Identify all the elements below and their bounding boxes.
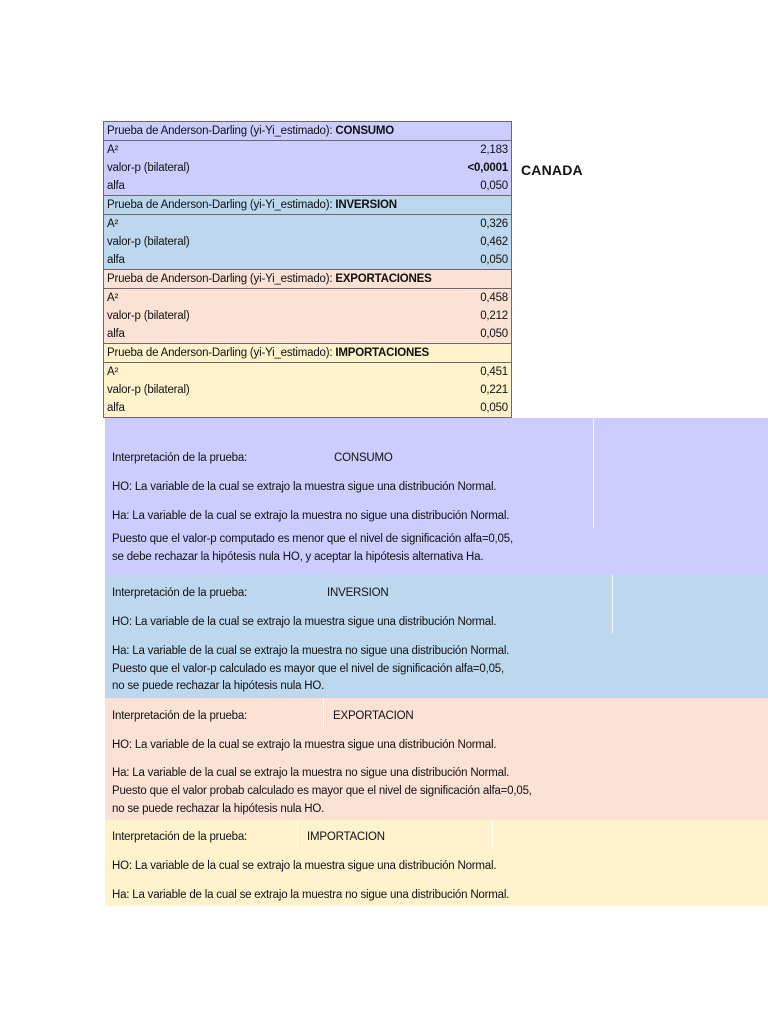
cell-divider [593, 418, 594, 528]
test-title [104, 122, 511, 141]
stat-value: 0,462 [480, 236, 508, 248]
stat-value: 0,451 [480, 366, 508, 378]
test-title-prefix: Prueba de Anderson-Darling (yi-Yi_estimado): [107, 347, 336, 359]
test-block-importaciones [103, 344, 512, 418]
test-title [104, 270, 511, 289]
stat-value: 0,221 [480, 384, 508, 396]
stat-row-a2 [104, 141, 511, 159]
conclusion-line-1: Puesto que el valor-p computado es menor que el nivel de significación alfa=0,05, [112, 533, 513, 545]
cell-divider [612, 575, 613, 633]
stat-label: alfa [107, 328, 125, 340]
stat-row-alfa [104, 399, 511, 417]
stat-row-alfa [104, 251, 511, 269]
stat-row-a2 [104, 363, 511, 381]
anderson-darling-results-table [103, 121, 512, 418]
stat-label: alfa [107, 180, 125, 192]
cell-divider [297, 820, 298, 850]
stat-row-a2 [104, 215, 511, 233]
stat-row-pvalue [104, 381, 511, 399]
stat-label: valor-p (bilateral) [107, 236, 190, 248]
interpretation-heading: Interpretación de la prueba: [112, 710, 248, 722]
conclusion-line-1: Puesto que el valor probab calculado es mayor que el nivel de significación alfa=0,05, [112, 785, 532, 797]
stat-label: A² [107, 218, 119, 230]
stat-value: 0,326 [480, 218, 508, 230]
test-block-exportaciones [103, 270, 512, 344]
stat-label: valor-p (bilateral) [107, 384, 190, 396]
stat-row-pvalue [104, 159, 511, 177]
alternative-hypothesis: Ha: La variable de la cual se extrajo la muestra no sigue una distribución Normal. [112, 645, 510, 657]
stat-value: 0,212 [480, 310, 508, 322]
null-hypothesis: HO: La variable de la cual se extrajo la muestra sigue una distribución Normal. [112, 739, 497, 751]
test-variable: EXPORTACIONES [335, 273, 432, 285]
conclusion-line-1: Puesto que el valor-p calculado es mayor que el nivel de significación alfa=0,05, [112, 663, 504, 675]
conclusion-line-2: no se puede rechazar la hipótesis nula HO. [112, 803, 325, 815]
stat-row-pvalue [104, 233, 511, 251]
alternative-hypothesis: Ha: La variable de la cual se extrajo la muestra no sigue una distribución Normal. [112, 510, 510, 522]
test-title-prefix: Prueba de Anderson-Darling (yi-Yi_estimado): [107, 273, 336, 285]
stat-label: A² [107, 292, 119, 304]
interpretation-variable: INVERSION [327, 587, 389, 599]
interpretation-variable: CONSUMO [334, 452, 393, 464]
stat-value: <0,0001 [467, 162, 508, 174]
cell-divider [323, 698, 324, 728]
stat-label: valor-p (bilateral) [107, 310, 190, 322]
alternative-hypothesis: Ha: La variable de la cual se extrajo la muestra no sigue una distribución Normal. [112, 767, 510, 779]
test-title-prefix: Prueba de Anderson-Darling (yi-Yi_estimado): [107, 199, 336, 211]
test-title [104, 196, 511, 215]
stat-value: 0,050 [480, 402, 508, 414]
stat-value: 0,050 [480, 328, 508, 340]
stat-value: 0,050 [480, 254, 508, 266]
interpretation-heading: Interpretación de la prueba: [112, 452, 248, 464]
interpretation-heading: Interpretación de la prueba: [112, 587, 248, 599]
stat-label: A² [107, 366, 119, 378]
interpretation-consumo [105, 418, 768, 575]
stat-label: A² [107, 144, 119, 156]
stat-row-a2 [104, 289, 511, 307]
interpretation-heading: Interpretación de la prueba: [112, 831, 248, 843]
stat-row-pvalue [104, 307, 511, 325]
null-hypothesis: HO: La variable de la cual se extrajo la muestra sigue una distribución Normal. [112, 860, 497, 872]
alternative-hypothesis: Ha: La variable de la cual se extrajo la muestra no sigue una distribución Normal. [112, 889, 510, 901]
null-hypothesis: HO: La variable de la cual se extrajo la muestra sigue una distribución Normal. [112, 616, 497, 628]
stat-label: alfa [107, 254, 125, 266]
country-label: CANADA [521, 162, 583, 178]
stat-value: 2,183 [480, 144, 508, 156]
test-variable: CONSUMO [335, 125, 395, 137]
cell-divider [492, 820, 493, 850]
stat-label: alfa [107, 402, 125, 414]
conclusion-line-2: no se puede rechazar la hipótesis nula HO. [112, 680, 325, 692]
test-block-consumo [103, 121, 512, 196]
interpretation-inversion [105, 575, 768, 698]
conclusion-line-2: se debe rechazar la hipótesis nula HO, y aceptar la hipótesis alternativa Ha. [112, 551, 484, 563]
test-title [104, 344, 511, 363]
interpretation-variable: IMPORTACION [307, 831, 385, 843]
stat-label: valor-p (bilateral) [107, 162, 190, 174]
test-block-inversion [103, 196, 512, 270]
stat-value: 0,050 [480, 180, 508, 192]
interpretation-exportacion [105, 698, 768, 820]
stat-row-alfa [104, 325, 511, 343]
interpretation-variable: EXPORTACION [333, 710, 414, 722]
stat-row-alfa [104, 177, 511, 195]
null-hypothesis: HO: La variable de la cual se extrajo la muestra sigue una distribución Normal. [112, 481, 497, 493]
test-title-prefix: Prueba de Anderson-Darling (yi-Yi_estimado): [107, 125, 336, 137]
test-variable: INVERSION [335, 199, 397, 211]
test-variable: IMPORTACIONES [335, 347, 430, 359]
stat-value: 0,458 [480, 292, 508, 304]
interpretation-importacion [105, 820, 768, 906]
